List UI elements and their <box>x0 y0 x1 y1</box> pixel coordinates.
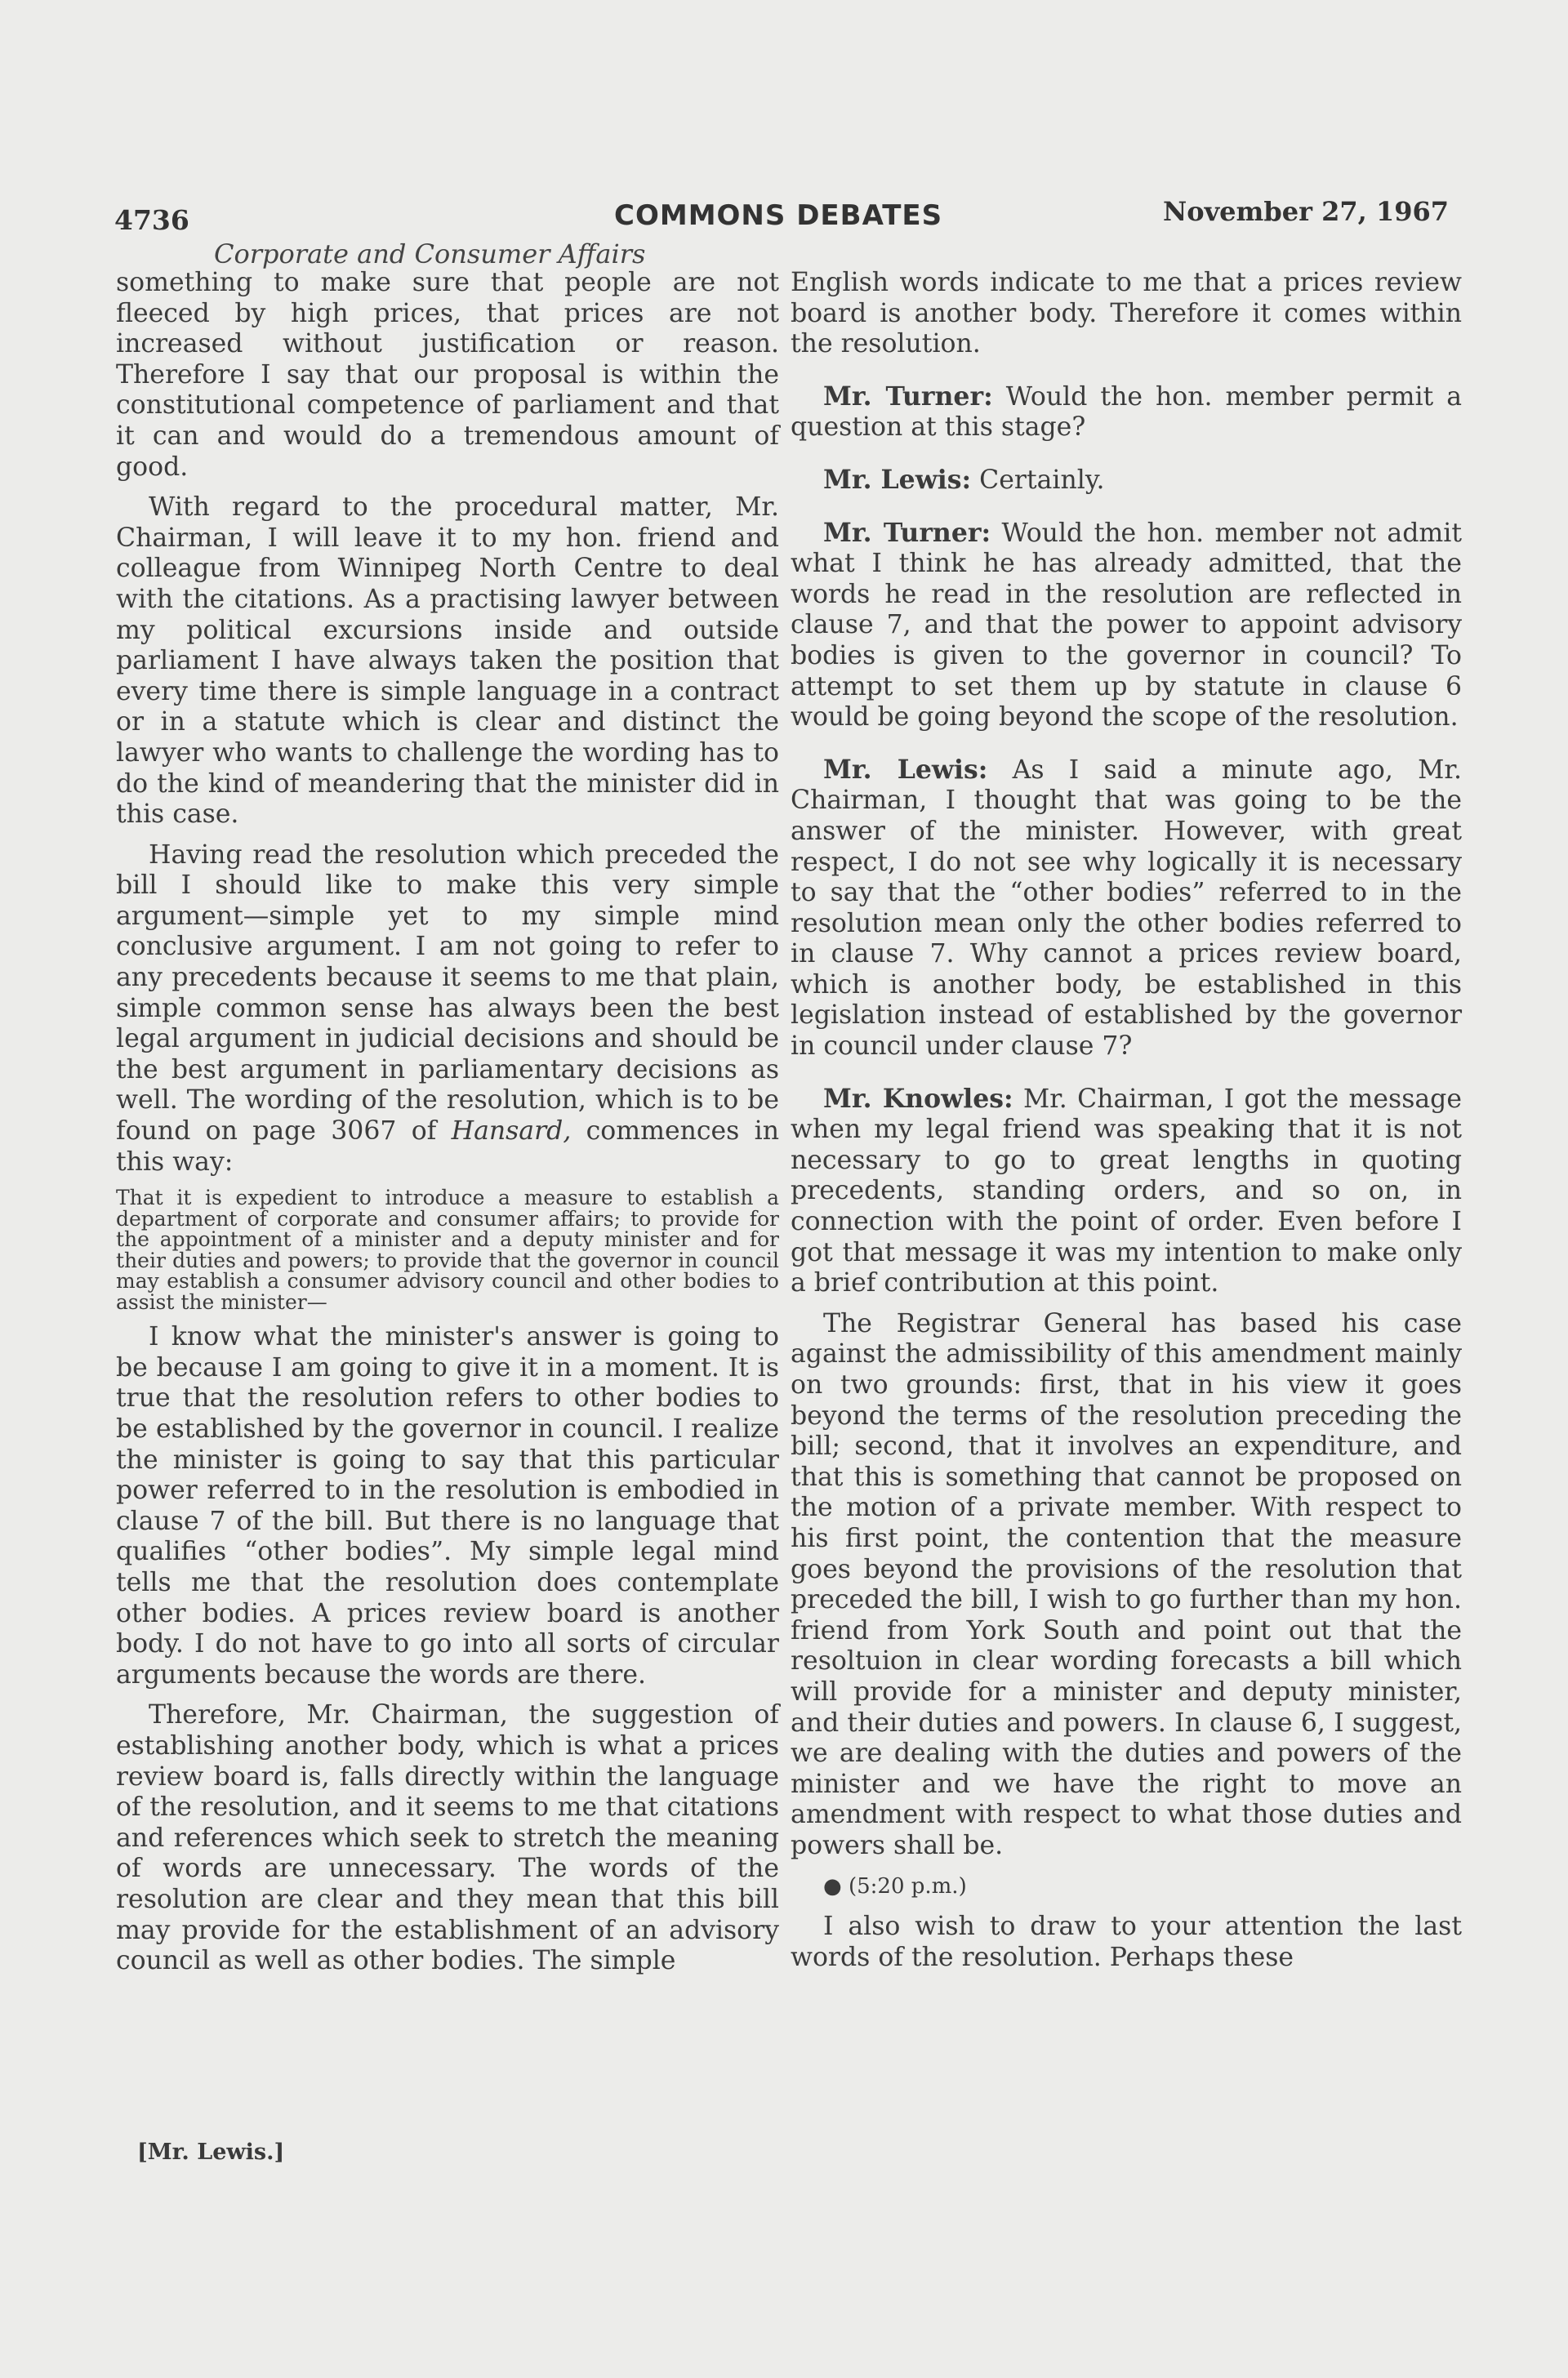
paragraph: Therefore, Mr. Chairman, the suggestion of establishing another body, which is what a prices review board is, falls directly within the language of the resolution, and it seems to me that citations and references which seek to stretch the meaning of words are unnecessary. The words of the resolution are clear and they mean that this bill may provide for the establishment of an advisory council as well as other bodies. The simple <box>116 1700 779 1976</box>
speech-text: Would the hon. member not admit what I think he has already admitted, that the words he read in the resolution are reflected in clause 7, and that the power to appoint advisory bodies is given to the governor in council? To attempt to set them up by statute in clause 6 would be going beyond the scope of the resolution. <box>791 518 1462 733</box>
paragraph <box>116 840 779 1178</box>
page-number: 4736 <box>114 204 189 236</box>
page-header <box>114 196 1462 237</box>
footer-speaker: [Mr. Lewis.] <box>137 2140 285 2165</box>
speech-text: Mr. Chairman, I got the message when my legal friend was speaking that it is not necessary to go to great lengths in quoting precedents, standing orders, and so on, in connection with the point of order. Even before I got that message it was my intention to make only a brief contribution at this point. <box>791 1084 1462 1298</box>
resolution-quote: That it is expedient to introduce a measure to establish a department of corporate and consumer affairs; to provide for the appointment of a minister and a deputy minister and for their duties and powers; to provide that the governor in council may establish a consumer advisory council and other bodies to assist the minister— <box>116 1186 779 1314</box>
speaker-name: Mr. Turner: <box>823 517 991 548</box>
paragraph-text: commences in this way: <box>116 1116 779 1177</box>
speaker-name: Mr. Turner: <box>823 381 993 412</box>
speech-lewis <box>791 755 1462 1062</box>
running-head: Corporate and Consumer Affairs <box>214 238 646 269</box>
paragraph: I also wish to draw to your attention the last words of the resolution. Perhaps these <box>791 1912 1462 1972</box>
speaker-name: Mr. Lewis: <box>823 464 972 495</box>
paragraph: With regard to the procedural matter, Mr. Chairman, I will leave it to my hon. friend and colleague from Winnipeg North Centre to deal with the citations. As a practising lawyer between my political excursions inside and outside parliament I have always taken the position that every time there is simple language in a contract or in a statute which is clear and distinct the lawyer who wants to challenge the wording has to do the kind of meandering that the minister did in this case. <box>116 492 779 830</box>
speech-text: Would the hon. member permit a question at this stage? <box>791 381 1462 443</box>
speech-text: As I said a minute ago, Mr. Chairman, I thought that was going to be the answer of the minister. However, with great respect, I do not see why logically it is necessary to say that the “other bodies” referred to in the resolution mean only the other bodies referred to in clause 7. Why cannot a prices review board, which is another body, be established in this legislation instead of established by the governor in council under clause 7? <box>791 755 1462 1062</box>
paragraph: something to make sure that people are not fleeced by high prices, that prices are not increased without justification or reason. Therefore I say that our proposal is within the constitutional competence of parliament and that it can and would do a tremendous amount of good. <box>116 268 779 482</box>
paragraph: The Registrar General has based his case against the admissibility of this amendment mainly on two grounds: first, that in his view it goes beyond the terms of the resolution preceding the bill; second, that it involves an expenditure, and that this is something that cannot be proposed on the motion of a private member. With respect to his first point, the contention that the measure goes beyond the provisions of the resolution that preceded the bill, I wish to go further than my hon. friend from York South and point out that the resoltuion in clear wording forecasts a bill which will provide for a minister and deputy minister, and their duties and powers. In clause 6, I suggest, we are dealing with the duties and powers of the minister and we have the right to move an amendment with respect to what those duties and powers shall be. <box>791 1308 1462 1860</box>
publication-date: November 27, 1967 <box>1162 196 1449 227</box>
hansard-italic: Hansard, <box>451 1116 572 1147</box>
speech-text: Certainly. <box>971 465 1105 495</box>
right-column <box>791 268 1462 1983</box>
speaker-name: Mr. Knowles: <box>823 1083 1013 1114</box>
paragraph: I know what the minister's answer is going to be because I am going to give it in a moment. It is true that the resolution refers to other bodies to be established by the governor in council. I realize the minister is going to say that this particular power referred to in the resolution is embodied in clause 7 of the bill. But there is no language that qualifies “other bodies”. My simple legal mind tells me that the resolution does contemplate other bodies. A prices review board is another body. I do not have to go into all sorts of circular arguments because the words are there. <box>116 1322 779 1690</box>
time-marker: ● (5:20 p.m.) <box>823 1873 967 1899</box>
paragraph: English words indicate to me that a prices review board is another body. Therefore it comes within the resolution. <box>791 268 1462 359</box>
speech-lewis <box>791 465 1462 497</box>
speaker-name: Mr. Lewis: <box>823 754 988 785</box>
speech-turner <box>791 518 1462 733</box>
left-column <box>116 268 779 1987</box>
speech-knowles <box>791 1084 1462 1299</box>
paragraph-text: Having read the resolution which preceded the bill I should like to make this very simple argument—simple yet to my simple mind conclusive argument. I am not going to refer to any precedents because it seems to me that plain, simple common sense has always been the best legal argument in judicial decisions and should be the best argument in parliamentary decisions as well. The wording of the resolution, which is to be found on page 3067 of <box>116 839 779 1147</box>
publication-title: COMMONS DEBATES <box>614 199 943 232</box>
speech-turner <box>791 381 1462 443</box>
